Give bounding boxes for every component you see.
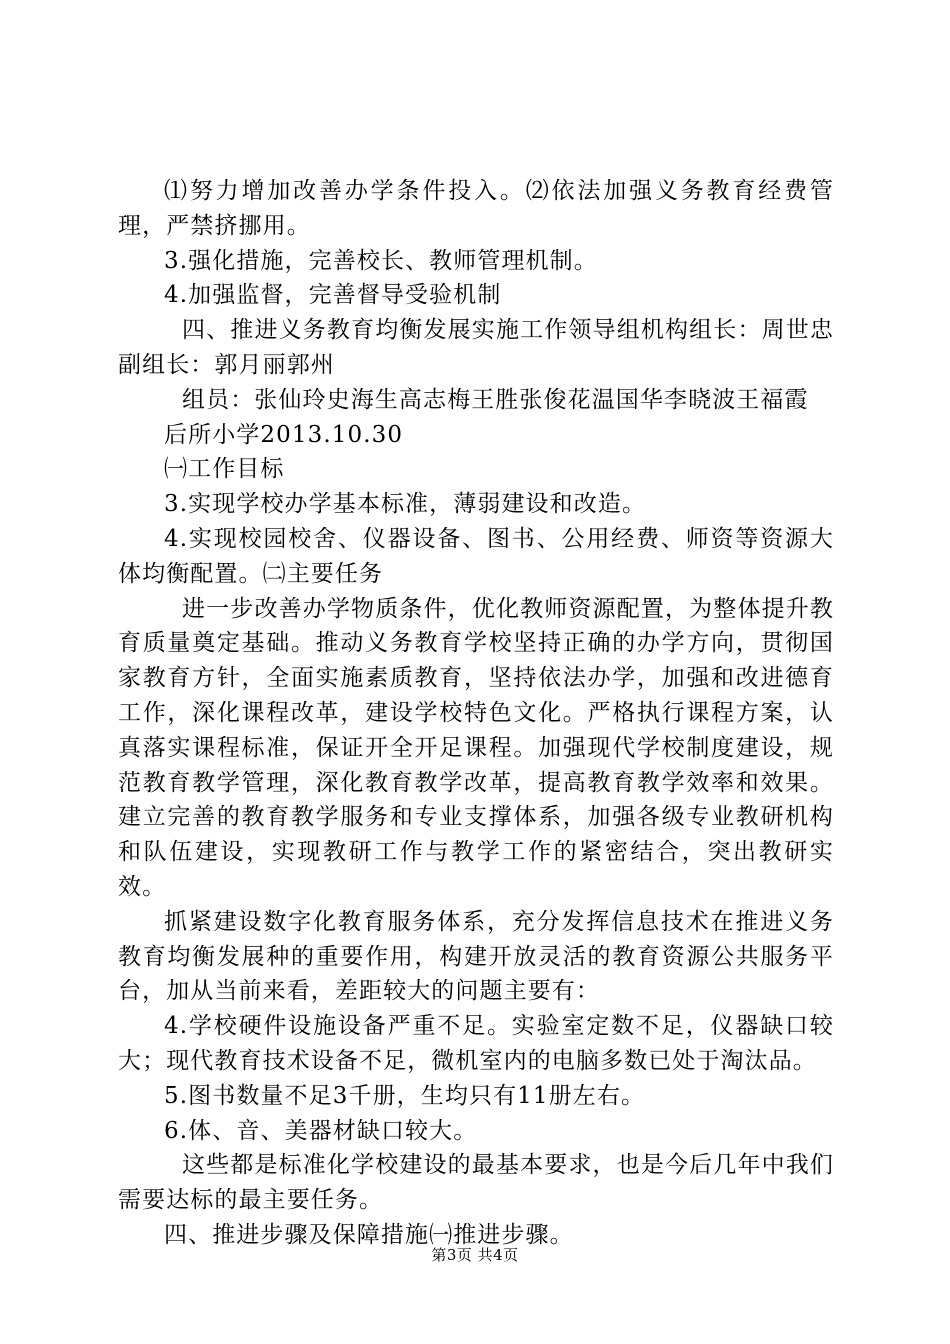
paragraph-problem-hardware: 4.学校硬件设施设备严重不足。实验室定数不足，仪器缺口较大；现代教育技术设备不足，微机室内的电脑多数已处于淘汰品。	[118, 1013, 834, 1074]
paragraph-problem-equipment: 6.体、音、美器材缺口较大。	[164, 1117, 478, 1144]
paragraph-standards-summary: 这些都是标准化学校建设的最基本要求，也是今后几年中我们需要达标的最主要任务。	[118, 1152, 834, 1214]
paragraph-group-members: 组员：张仙玲史海生高志梅王胜张俊花温国华李晓波王福霞	[182, 386, 809, 413]
paragraph-goal-4: 4.实现校园校舍、仪器设备、图书、公用经费、师资等资源大体均衡配置。㈡主要任务	[118, 525, 834, 587]
paragraph-goal-3: 3.实现学校办学基本标准，薄弱建设和改造。	[164, 491, 647, 518]
document-body	[118, 174, 834, 1253]
paragraph-supervision-mechanism: 4.加强监督，完善督导受验机制	[164, 282, 502, 309]
heading-work-goals: ㈠工作目标	[164, 456, 285, 483]
paragraph-digital-education: 抓紧建设数字化教育服务体系，充分发挥信息技术在推进义务教育均衡发展种的重要作用，构建开放灵活的教育资源公共服务平台，加从当前来看，差距较大的问题主要有：	[118, 908, 834, 1005]
paragraph-problem-books: 5.图书数量不足3千册，生均只有11册左右。	[164, 1082, 646, 1109]
paragraph-school-date: 后所小学2013.10.30	[164, 421, 404, 448]
heading-steps-measures: 四、推进步骤及保障措施㈠推进步骤。	[164, 1221, 574, 1248]
paragraph-management-mechanism: 3.强化措施，完善校长、教师管理机制。	[164, 247, 598, 274]
paragraph-funding-measures: ⑴努力增加改善办学条件投入。⑵依法加强义务教育经费管理，严禁挤挪用。	[118, 178, 834, 239]
paragraph-improve-conditions: 进一步改善办学物质条件，优化教师资源配置，为整体提升教育质量奠定基础。推动义务教育学校坚持正确的办学方向，贯彻国家教育方针，全面实施素质教育，坚持依法办学，加强和改进德育工作，深化课程改革，建设学校特色文化。严格执行课程方案，认真落实课程标准，保证开全开足课程。加强现代学校制度建设，规范教育教学管理，深化教育教学改革，提高教育教学效率和效果。建立完善的教育教学服务和专业支撑体系，加强各级专业教研机构和队伍建设，实现教研工作与教学工作的紧密结合，突出教研实效。	[118, 595, 834, 900]
paragraph-leadership-group: 四、推进义务教育均衡发展实施工作领导组机构组长：周世忠副组长：郭月丽郭州	[118, 317, 834, 378]
page-footer: 第3页 共4页	[431, 1246, 519, 1264]
